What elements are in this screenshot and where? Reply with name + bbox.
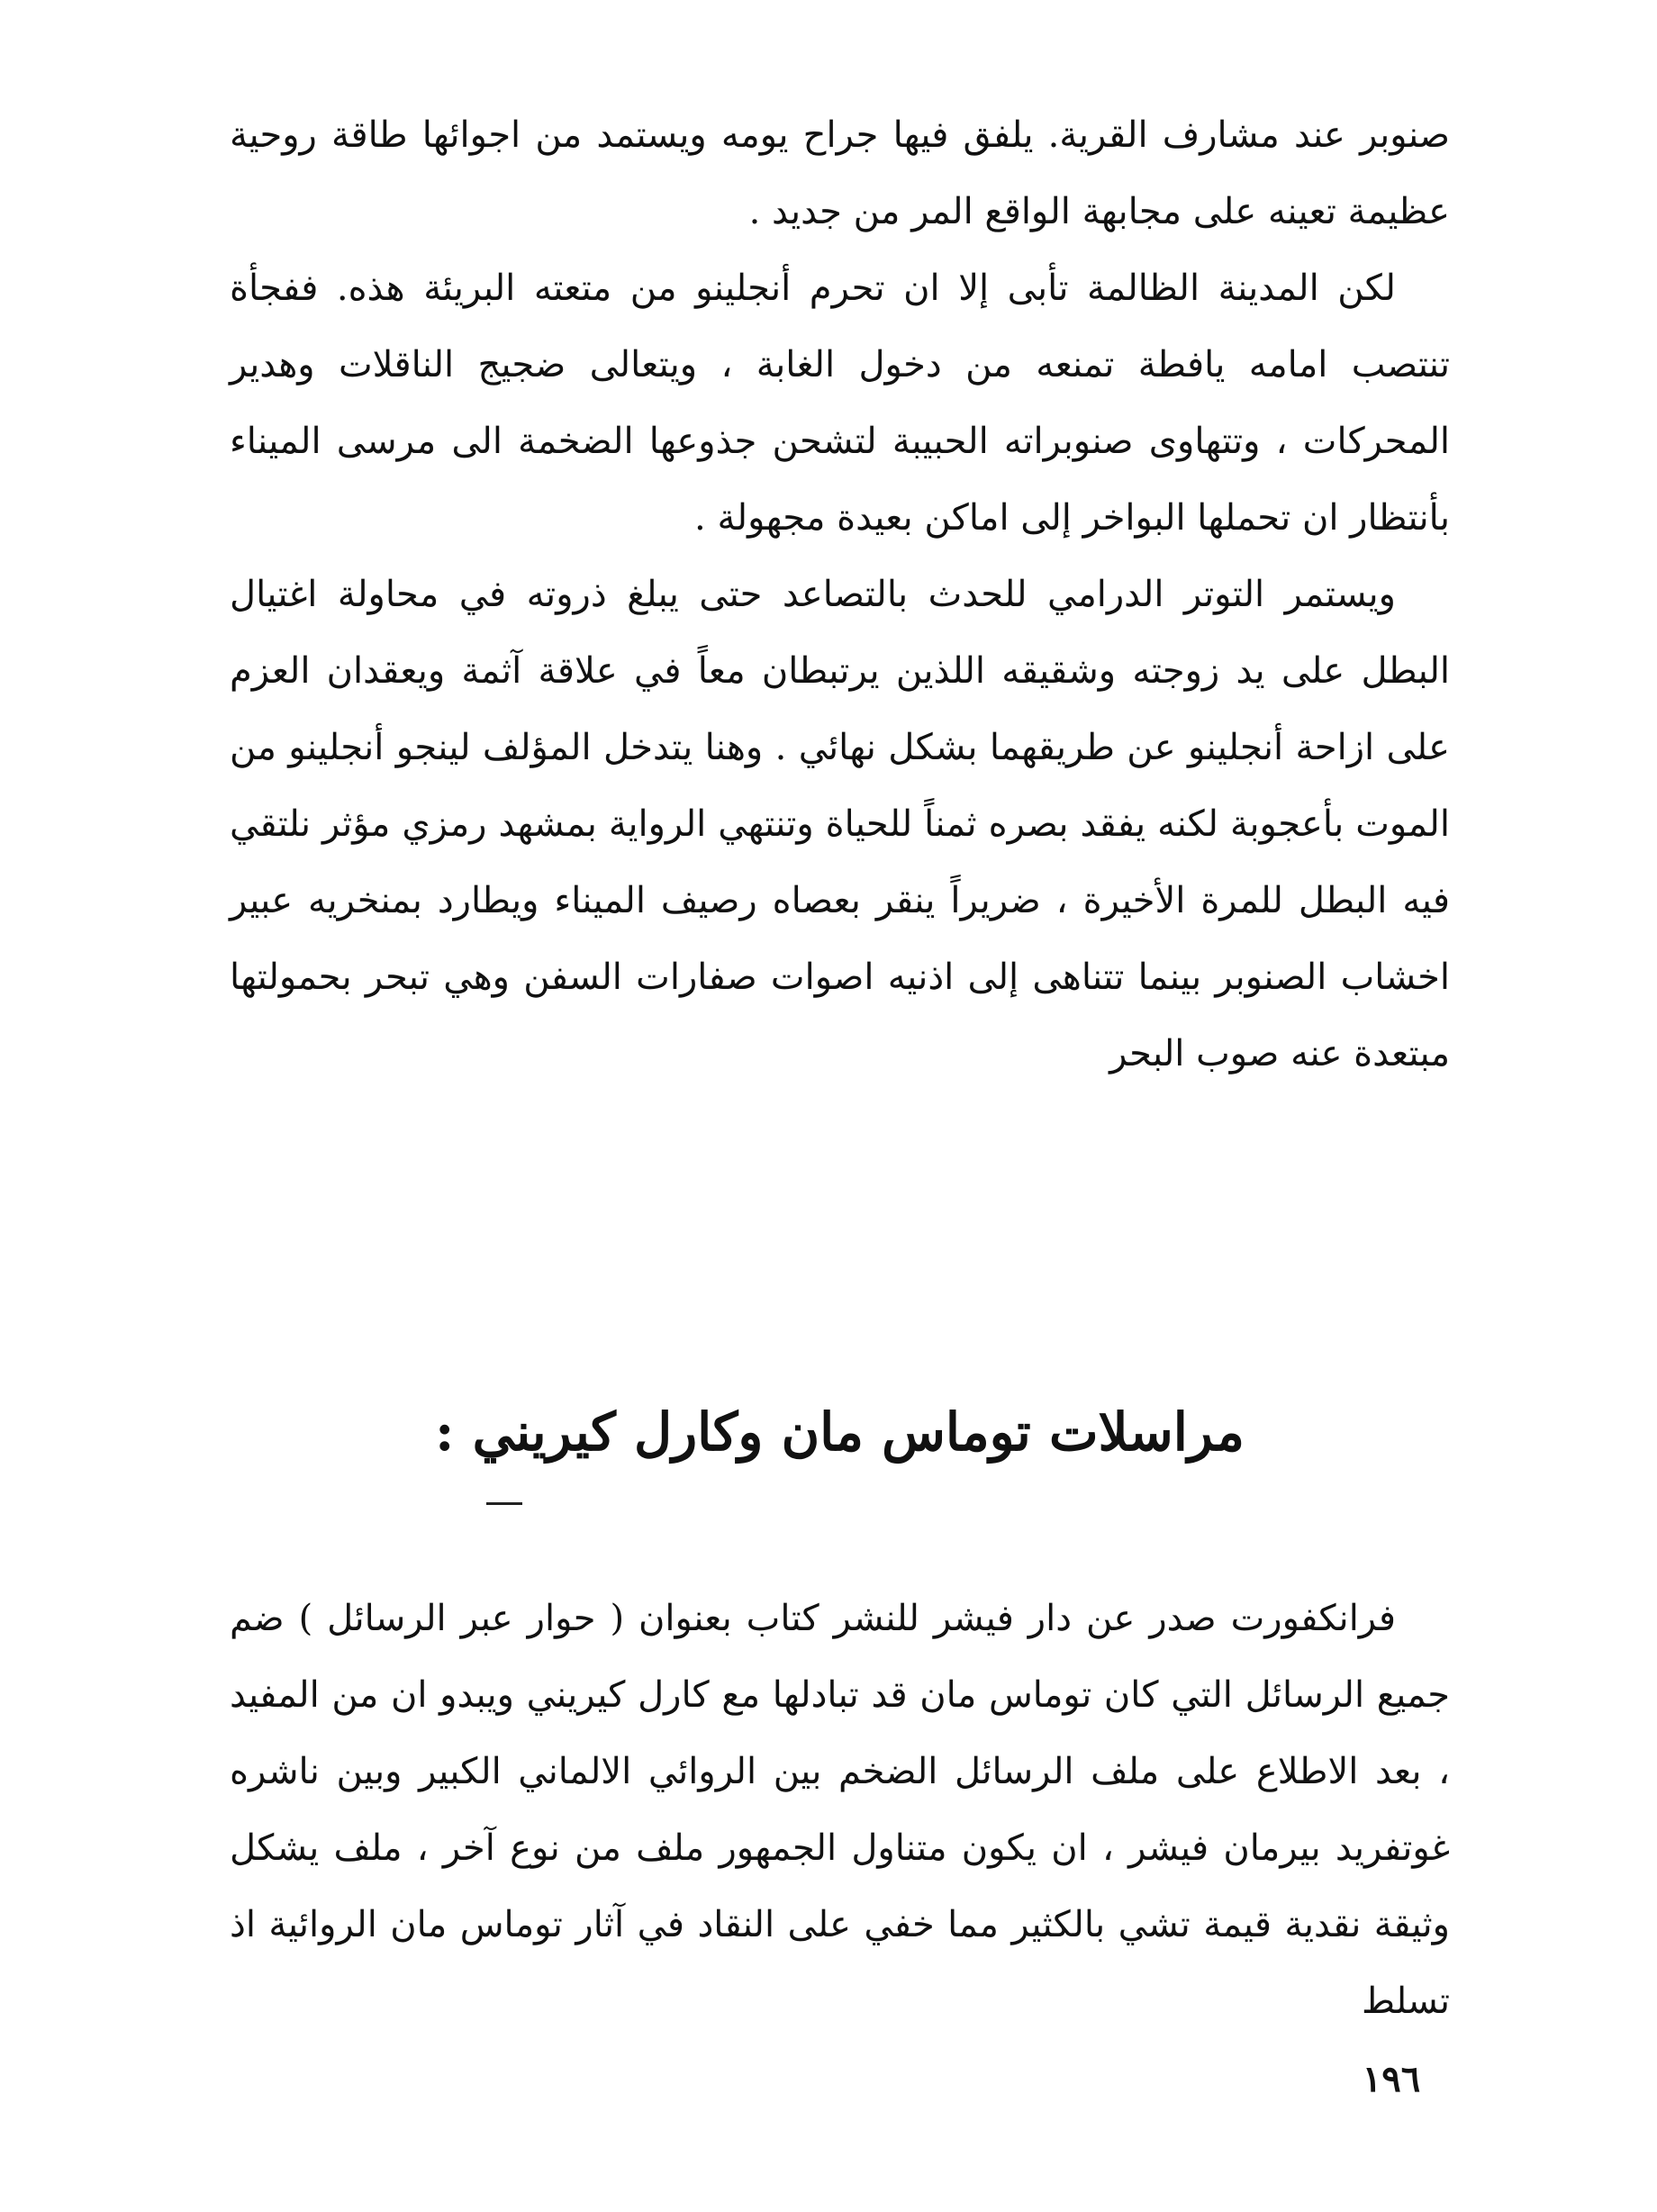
paragraph-2: لكن المدينة الظالمة تأبى إلا ان تحرم أنجلينو من متعته البريئة هذه. ففجأة تنتصب امامه يافطة تمنعه من دخول الغابة ، ويتعالى ضجيج الناقلات وهدير المحركات ، وتتهاوى صنوبراته الحبيبة لتشحن جذوعها الضخمة الى مرسى الميناء بأنتظار ان تحملها البواخر إلى اماكن بعيدة مجهولة .: [230, 267, 1450, 539]
section-heading: مراسلات توماس مان وكارل كيريني :: [435, 1401, 1245, 1463]
paragraph-4: فرانكفورت صدر عن دار فيشر للنشر كتاب بعنوان ( حوار عبر الرسائل ) ضم جميع الرسائل التي كان توماس مان قد تبادلها مع كارل كيريني ويبدو ان من المفيد ، بعد الاطلاع على ملف الرسائل الضخم بين الروائي الالماني الكبير وبين ناشره غوتفريد بيرمان فيشر ، ان يكون متناول الجمهور ملف من نوع آخر ، ملف يشكل وثيقة نقدية قيمة تشي بالكثير مما خفي على النقاد في آثار توماس مان الروائية اذ تسلط: [230, 1598, 1450, 2022]
page-number: ١٩٦: [1362, 2058, 1421, 2100]
section2-body: [230, 1581, 1450, 2040]
section1-body: [230, 97, 1450, 1092]
paragraph-3: ويستمر التوتر الدرامي للحدث بالتصاعد حتى يبلغ ذروته في محاولة اغتيال البطل على يد زوجته وشقيقه اللذين يرتبطان معاً في علاقة آثمة ويعقدان العزم على ازاحة أنجلينو عن طريقهما بشكل نهائي . وهنا يتدخل المؤلف لينجو أنجلينو من الموت بأعجوبة لكنه يفقد بصره ثمناً للحياة وتنتهي الرواية بمشهد رمزي مؤثر نلتقي فيه البطل للمرة الأخيرة ، ضريراً ينقر بعصاه رصيف الميناء ويطارد بمنخريه عبير اخشاب الصنوبر بينما تتناهى إلى اذنيه اصوات صفارات السفن وهي تبحر بحمولتها مبتعدة عنه صوب البحر: [230, 574, 1450, 1074]
paragraph-1: صنوبر عند مشارف القرية. يلفق فيها جراح يومه ويستمد من اجوائها طاقة روحية عظيمة تعينه على مجابهة الواقع المر من جديد .: [230, 114, 1450, 232]
heading-underline: [486, 1502, 522, 1505]
